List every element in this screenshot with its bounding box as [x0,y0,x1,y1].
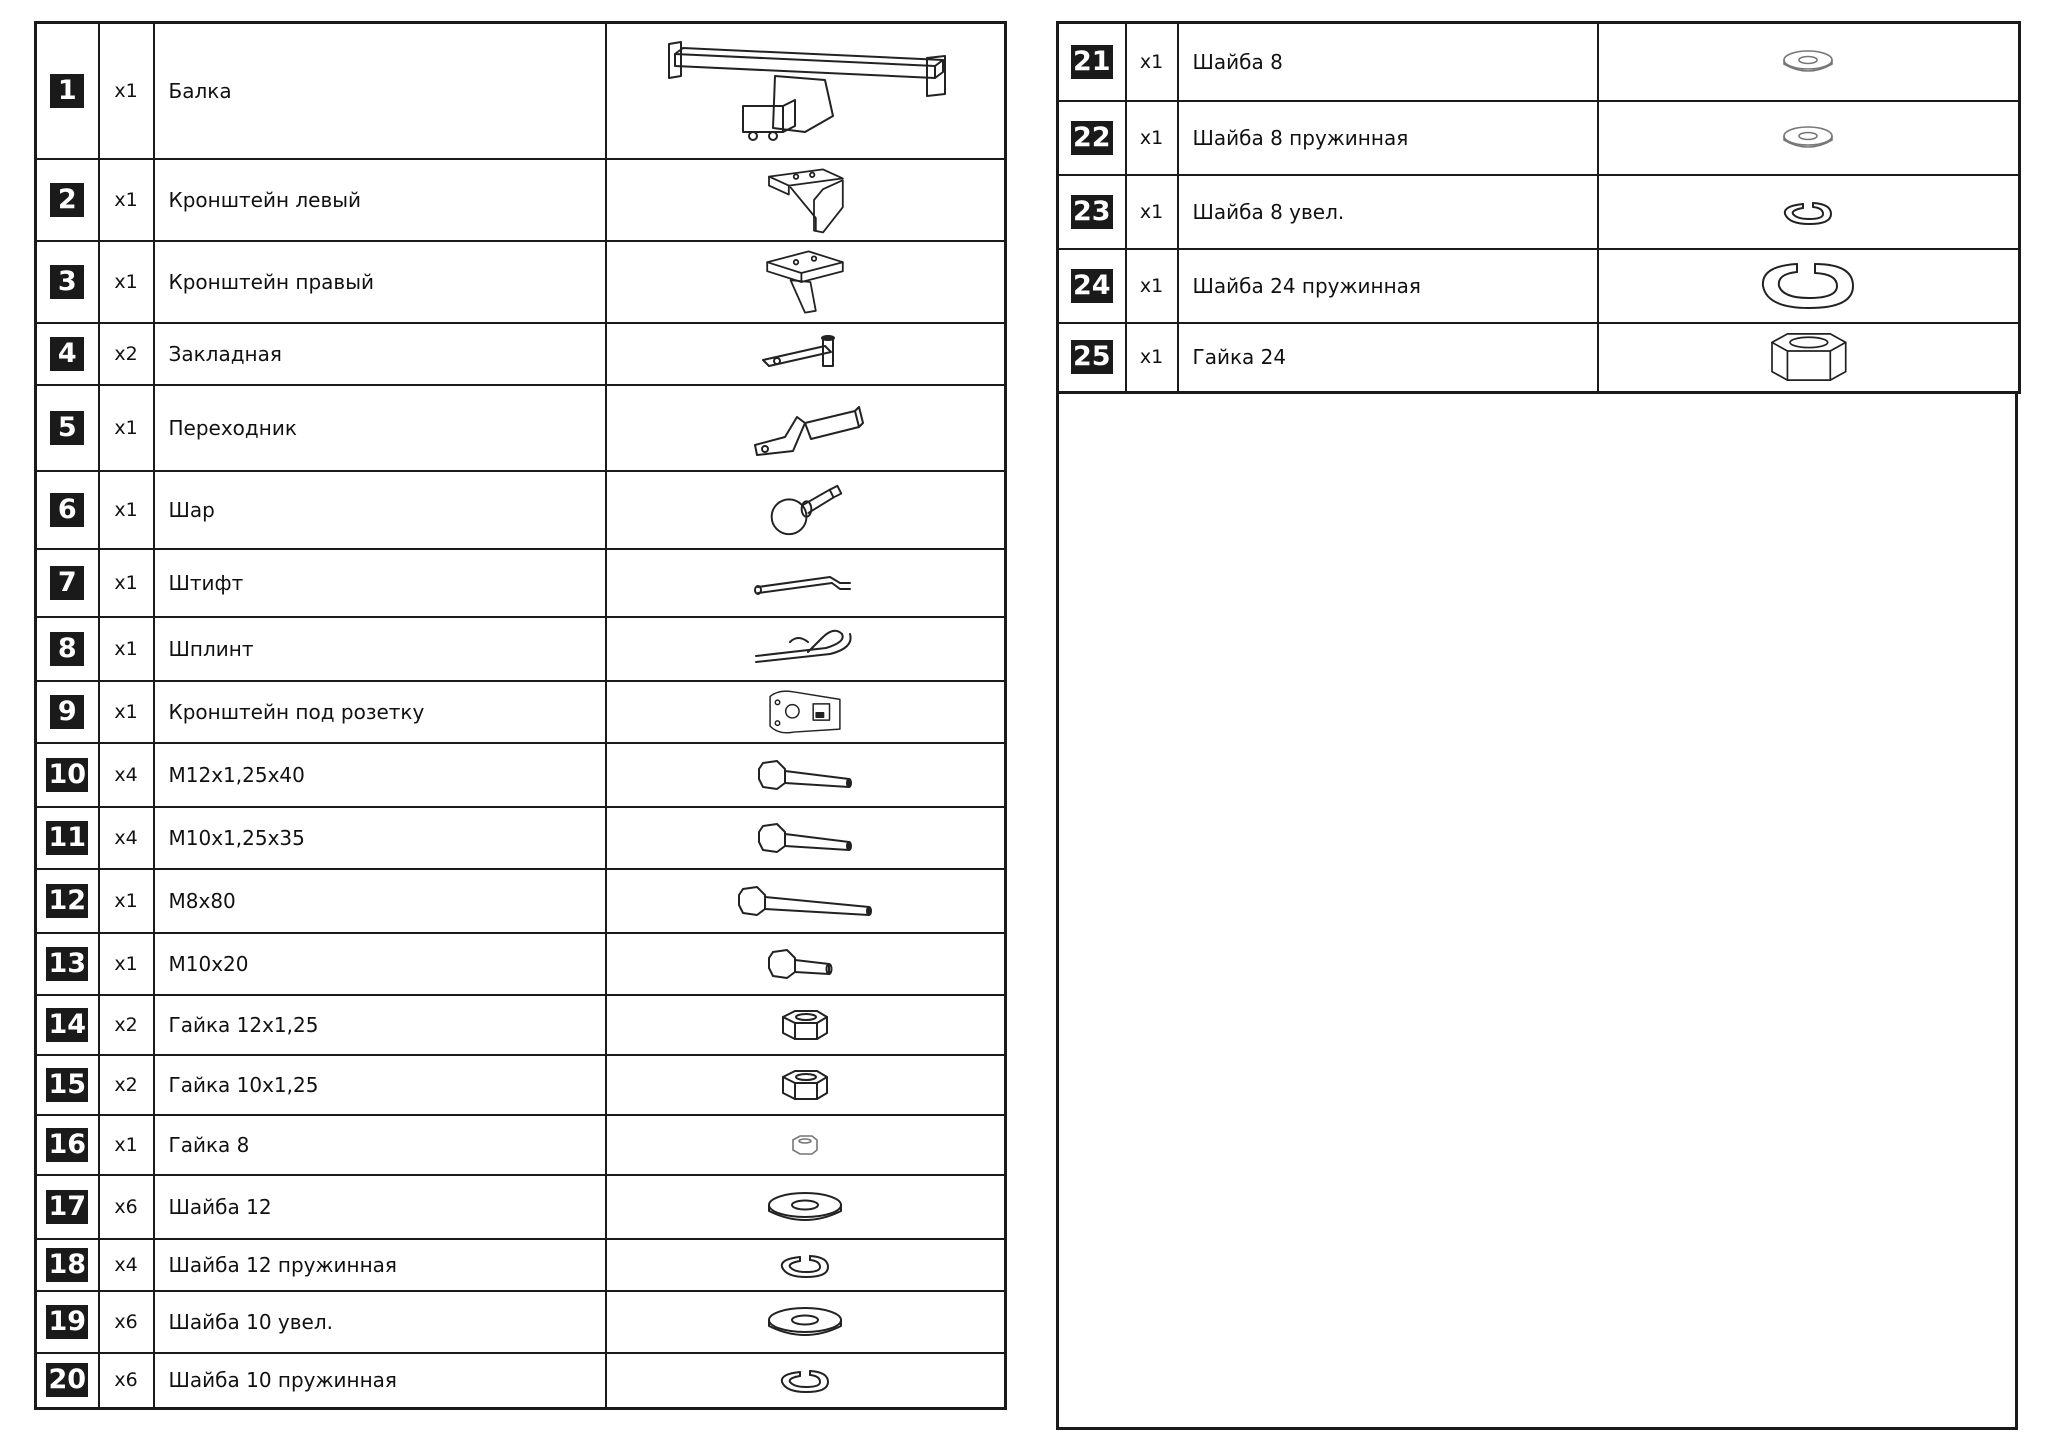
flat-washer-icon [1763,44,1853,80]
part-name: Гайка 8 [154,1115,606,1175]
part-number-cell [1058,249,1126,323]
part-quantity: x2 [99,323,154,385]
table-row [36,1353,1006,1409]
washer-icon [760,1187,850,1227]
table-row [1058,101,2020,175]
cotter-pin-icon [750,624,860,674]
part-number-cell [36,471,99,549]
part-quantity: x1 [1126,175,1178,249]
part-number-cell [36,323,99,385]
part-name: Шайба 10 пружинная [154,1353,606,1409]
part-name: Шайба 8 пружинная [1178,101,1598,175]
part-number-badge: 6 [50,493,84,527]
part-number-cell [1058,23,1126,101]
part-number-badge: 10 [48,758,87,790]
part-quantity: x4 [99,1239,154,1291]
part-quantity: x1 [1126,249,1178,323]
part-quantity: x1 [99,933,154,995]
part-drawing-cell [606,1353,1006,1409]
part-number-cell [36,933,99,995]
part-number-cell [36,1175,99,1239]
part-name: Шар [154,471,606,549]
part-number-cell [36,549,99,617]
part-number-cell [36,681,99,743]
part-drawing-cell [606,323,1006,385]
part-number-cell [36,743,99,807]
part-name: Шайба 8 [1178,23,1598,101]
part-drawing-cell [606,933,1006,995]
part-drawing-cell [1598,249,2020,323]
table-row [36,549,1006,617]
part-quantity: x1 [1126,101,1178,175]
part-number-badge: 19 [48,1305,87,1337]
table-row [36,807,1006,869]
part-number-cell [36,617,99,681]
table-row [36,1175,1006,1239]
table-row [36,933,1006,995]
part-quantity: x2 [99,1055,154,1115]
part-quantity: x1 [99,681,154,743]
part-drawing-cell [606,617,1006,681]
part-name: Шайба 10 увел. [154,1291,606,1353]
parts-table-right [1056,21,2021,394]
part-drawing-cell [1598,23,2020,101]
short-bolt-icon [765,944,845,984]
part-number-badge: 16 [48,1128,87,1160]
part-quantity: x1 [99,23,154,159]
part-drawing-cell [606,549,1006,617]
embed-plate-icon [755,334,855,374]
table-row [36,23,1006,159]
part-quantity: x1 [1126,23,1178,101]
part-name: Кронштейн правый [154,241,606,323]
part-number-badge: 1 [50,74,84,108]
part-name: Балка [154,23,606,159]
part-name: Шплинт [154,617,606,681]
table-row [36,1239,1006,1291]
part-name: М8х80 [154,869,606,933]
table-row [36,1291,1006,1353]
part-number-badge: 12 [48,884,87,916]
table-row [36,617,1006,681]
part-drawing-cell [606,241,1006,323]
right-bracket-icon [760,246,850,318]
part-quantity: x4 [99,743,154,807]
bolt-icon [755,755,855,795]
part-number-cell [36,1115,99,1175]
part-number-cell [36,23,99,159]
long-bolt-icon [735,881,875,921]
part-name: М10х1,25х35 [154,807,606,869]
part-number-cell [36,1055,99,1115]
part-number-badge: 7 [50,566,84,600]
part-number-badge: 21 [1072,45,1111,77]
part-number-cell [36,1239,99,1291]
part-number-badge: 8 [50,632,84,666]
small-nut-icon [785,1130,825,1160]
part-drawing-cell [606,1175,1006,1239]
spring-washer-icon [770,1247,840,1283]
part-quantity: x4 [99,807,154,869]
part-name: М10х20 [154,933,606,995]
table-row [1058,23,2020,101]
part-drawing-cell [606,743,1006,807]
part-number-badge: 25 [1072,341,1111,373]
part-number-cell [36,385,99,471]
part-number-badge: 11 [48,821,87,853]
part-name: Штифт [154,549,606,617]
table-row [36,1115,1006,1175]
part-quantity: x1 [99,869,154,933]
spring-washer-icon [1773,194,1843,230]
part-drawing-cell [606,385,1006,471]
part-quantity: x6 [99,1175,154,1239]
part-drawing-cell [606,1055,1006,1115]
pin-icon [750,563,860,603]
part-quantity: x6 [99,1291,154,1353]
adapter-icon [745,393,865,463]
tow-ball-icon [762,476,849,544]
part-quantity: x1 [99,1115,154,1175]
part-number-badge: 14 [48,1008,87,1040]
part-number-badge: 20 [48,1364,87,1396]
table-row [36,471,1006,549]
part-name: Кронштейн под розетку [154,681,606,743]
table-row [36,1055,1006,1115]
part-name: Шайба 12 [154,1175,606,1239]
table-row [36,159,1006,241]
part-number-badge: 13 [48,947,87,979]
part-number-cell [36,241,99,323]
part-drawing-cell [1598,101,2020,175]
table-row [36,385,1006,471]
part-drawing-cell [1598,323,2020,393]
part-drawing-cell [606,1239,1006,1291]
part-name: Гайка 24 [1178,323,1598,393]
part-number-badge: 18 [48,1248,87,1280]
part-number-badge: 9 [50,695,84,729]
table-row [1058,323,2020,393]
part-name: Гайка 12х1,25 [154,995,606,1055]
spring-washer-icon [770,1362,840,1398]
part-name: Шайба 8 увел. [1178,175,1598,249]
table-row [36,681,1006,743]
part-number-badge: 5 [50,411,84,445]
part-number-cell [36,995,99,1055]
towbar-beam-icon [655,36,955,146]
part-number-badge: 3 [50,265,84,299]
table-row [36,241,1006,323]
part-number-cell [36,1353,99,1409]
large-nut-icon [1765,327,1851,387]
part-quantity: x1 [99,471,154,549]
table-row [36,743,1006,807]
part-number-badge: 2 [50,183,84,217]
part-number-cell [1058,323,1126,393]
part-quantity: x1 [1126,323,1178,393]
bolt-icon [755,818,855,858]
parts-table-left [34,21,1007,1410]
part-quantity: x1 [99,549,154,617]
part-drawing-cell [606,1291,1006,1353]
part-quantity: x1 [99,241,154,323]
nut-icon [775,1065,835,1105]
part-name: Шайба 12 пружинная [154,1239,606,1291]
part-number-cell [1058,175,1126,249]
part-quantity: x1 [99,617,154,681]
part-number-badge: 17 [48,1190,87,1222]
part-drawing-cell [606,681,1006,743]
table-row [1058,249,2020,323]
washer-icon [760,1302,850,1342]
part-drawing-cell [606,807,1006,869]
table-row [36,323,1006,385]
part-number-badge: 15 [48,1068,87,1100]
empty-panel [1056,392,2018,1430]
table-row [36,995,1006,1055]
part-drawing-cell [606,471,1006,549]
part-number-badge: 23 [1072,195,1111,227]
part-drawing-cell [606,1115,1006,1175]
part-name: Закладная [154,323,606,385]
part-number-cell [36,807,99,869]
part-quantity: x6 [99,1353,154,1409]
part-quantity: x1 [99,159,154,241]
part-name: Переходник [154,385,606,471]
part-drawing-cell [606,23,1006,159]
flat-washer-icon [1763,120,1853,156]
large-spring-washer-icon [1753,256,1863,316]
socket-bracket-icon [764,686,846,738]
table-row [1058,175,2020,249]
part-number-badge: 24 [1072,269,1111,301]
part-quantity: x1 [99,385,154,471]
part-number-cell [1058,101,1126,175]
part-number-badge: 4 [50,337,84,371]
part-quantity: x2 [99,995,154,1055]
part-drawing-cell [1598,175,2020,249]
table-row [36,869,1006,933]
nut-icon [775,1005,835,1045]
part-drawing-cell [606,869,1006,933]
part-name: Кронштейн левый [154,159,606,241]
part-number-cell [36,1291,99,1353]
part-number-cell [36,869,99,933]
part-name: Гайка 10х1,25 [154,1055,606,1115]
part-drawing-cell [606,159,1006,241]
left-bracket-icon [760,164,850,236]
part-name: М12х1,25х40 [154,743,606,807]
part-number-badge: 22 [1072,121,1111,153]
part-number-cell [36,159,99,241]
part-name: Шайба 24 пружинная [1178,249,1598,323]
part-drawing-cell [606,995,1006,1055]
